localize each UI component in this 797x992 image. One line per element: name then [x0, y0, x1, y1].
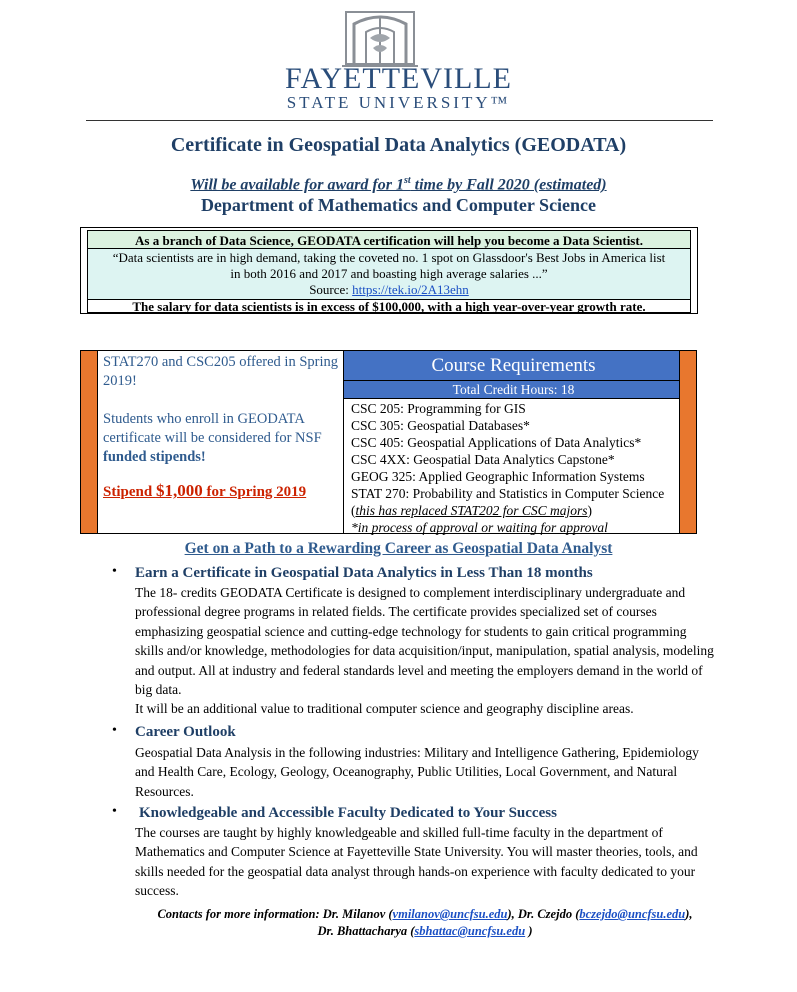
credit-hours: Total Credit Hours: 18 — [344, 381, 683, 399]
enroll-text: Students who enroll in GEODATA certificate will be considered for NSF — [103, 411, 322, 446]
stipend-suffix: for Spring 2019 — [202, 484, 307, 500]
section-body-certificate — [135, 583, 715, 719]
availability-superscript: st — [403, 175, 411, 186]
bullet-icon: • — [112, 723, 117, 738]
career-path-heading: Get on a Path to a Rewarding Career as Geospatial Data Analyst — [184, 540, 613, 557]
stipend-note — [103, 481, 341, 502]
stat-close: ) — [587, 503, 593, 518]
requirements-title: Course Requirements — [344, 351, 683, 381]
contact-info — [100, 906, 750, 940]
offered-note: STAT270 and CSC205 offered in Spring 2019! — [103, 354, 338, 389]
course-list — [351, 400, 679, 536]
email-link-czejdo[interactable]: bczejdo@uncfsu.edu — [579, 907, 686, 921]
course-item-stat — [351, 485, 679, 519]
promo-column — [103, 353, 341, 502]
stipend-label: Stipend — [103, 484, 156, 500]
certificate-title: Certificate in Geospatial Data Analytics (GEODATA) — [170, 134, 627, 156]
bullet-icon: • — [112, 564, 117, 579]
quote-source — [88, 282, 690, 298]
email-link-bhattacharya[interactable]: sbhattac@uncfsu.edu — [414, 924, 526, 938]
stat-course: STAT 270: Probability and Statistics in Computer Science ( — [351, 486, 665, 518]
section-title-certificate: Earn a Certificate in Geospatial Data Analytics in Less Than 18 months — [135, 565, 593, 581]
right-accent-bar — [679, 351, 696, 533]
availability-note — [0, 171, 797, 195]
contact-label: Contacts for more information: Dr. Milanov ( — [157, 907, 393, 921]
university-seal-icon — [340, 8, 420, 70]
left-accent-bar — [81, 351, 98, 533]
section-body-career-outlook: Geospatial Data Analysis in the following industries: Military and Intelligence Gathering, Epidemiology and Health Care, Ecology, Geology, Oceanography, Public Utilities, Local Government, and Natural Resources. — [135, 745, 699, 799]
info-lead: As a branch of Data Science, GEODATA certification will help you become a Data Scientist. — [87, 230, 691, 249]
data-science-info-box — [80, 227, 698, 314]
stipend-amount: $1,000 — [155, 481, 203, 500]
course-item: CSC 305: Geospatial Databases* — [351, 418, 530, 433]
stat-note: this has replaced STAT202 for CSC majors — [355, 503, 588, 518]
requirements-column — [343, 351, 683, 533]
course-item: CSC 405: Geospatial Applications of Data Analytics* — [351, 435, 642, 450]
availability-text-start: Will be available for award for 1 — [190, 176, 404, 194]
section-body-faculty: The courses are taught by highly knowledgeable and skilled full-time faculty in the department of Mathematics and Computer Science at Fayetteville State University. You will master theories, tools, and skills needed for the geospatial data analyst through hands-on experience with faculty dedicated to your success. — [135, 825, 698, 899]
salary-note: The salary for data scientists is in excess of $100,000, with a high year-over-year growth rate. — [87, 299, 691, 313]
bullet-icon: • — [112, 804, 117, 819]
contact-line-2 — [100, 923, 750, 940]
glassdoor-quote — [87, 249, 691, 299]
enroll-note — [103, 410, 341, 467]
section-title-career-outlook: Career Outlook — [135, 724, 236, 740]
header-divider — [86, 120, 713, 121]
section-title-faculty: Knowledgeable and Accessible Faculty Dedicated to Your Success — [139, 805, 557, 821]
availability-text-end: time by Fall 2020 (estimated) — [410, 176, 607, 194]
university-subtitle: STATE UNIVERSITY™ — [286, 93, 511, 112]
contact-prefix: Dr. Bhattacharya ( — [317, 924, 415, 938]
course-item: CSC 205: Programming for GIS — [351, 401, 526, 416]
contact-suffix: ) — [525, 924, 533, 938]
quote-text: “Data scientists are in high demand, taking the coveted no. 1 spot on Glassdoor's Best Jobs in America list in both 2016 and 2017 and boasting high average salaries ...” — [112, 250, 666, 281]
contact-line-1 — [100, 906, 750, 923]
email-link-milanov[interactable]: vmilanov@uncfsu.edu — [392, 907, 508, 921]
contact-separator: ), Dr. Czejdo ( — [507, 907, 580, 921]
source-link[interactable]: https://tek.io/2A13ehn — [352, 282, 469, 297]
course-item: GEOG 325: Applied Geographic Information Systems — [351, 469, 645, 484]
source-label: Source: — [309, 282, 353, 297]
course-requirements-section — [80, 350, 697, 534]
course-item: CSC 4XX: Geospatial Data Analytics Capstone* — [351, 452, 615, 467]
department-name: Department of Mathematics and Computer Science — [200, 195, 597, 215]
certificate-description: The 18- credits GEODATA Certificate is designed to complement interdisciplinary undergraduate and professional degree programs in related fields. The certificate provides specialized set of courses emphasizing geospatial science and cutting-edge technology for students to gain critical programming skills and/or knowledge, methodologies for data acquisition/input, manipulation, spatial analysis, modeling and output. All at industry and federal standards level and meeting the employers demand in the world of big data. — [135, 585, 714, 698]
enroll-strong: funded stipends! — [103, 449, 206, 465]
university-name: FAYETTEVILLE — [285, 62, 512, 95]
certificate-value-note: It will be an additional value to traditional computer science and geography discipline areas. — [135, 701, 634, 717]
contact-separator: ), — [685, 907, 693, 921]
approval-note: *in process of approval or waiting for approval — [351, 520, 608, 535]
